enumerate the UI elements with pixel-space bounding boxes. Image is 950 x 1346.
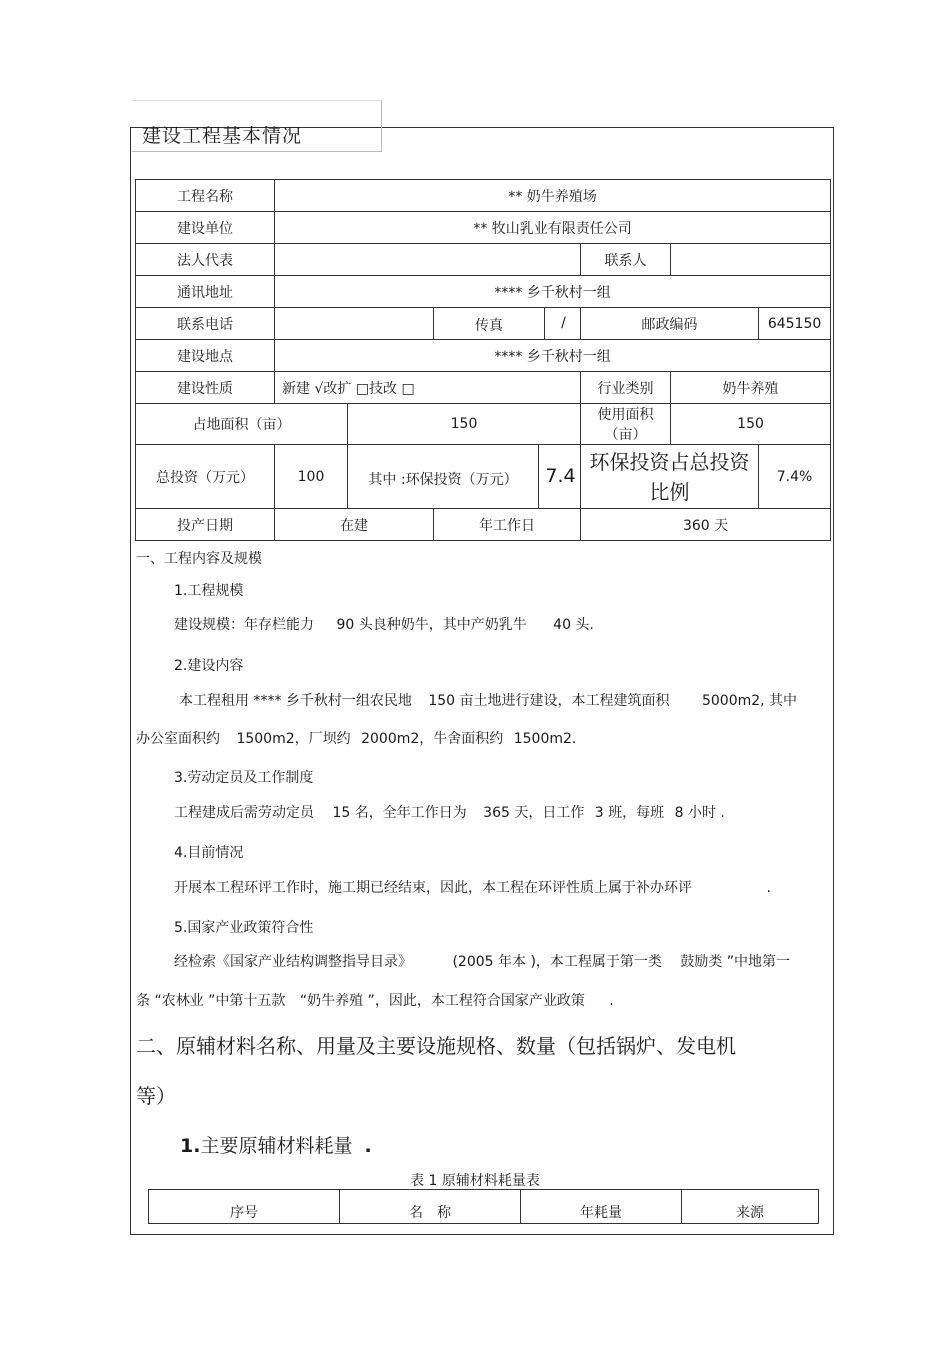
postcode-label: 邮政编码 bbox=[581, 308, 759, 340]
total-invest-label: 总投资（万元） bbox=[136, 445, 275, 509]
use-area-label: 使用面积（亩） bbox=[581, 404, 671, 445]
table-caption: 表 1 原辅材料耗量表 bbox=[410, 1173, 540, 1189]
legal-rep-value bbox=[275, 244, 581, 276]
industry-value: 奶牛养殖 bbox=[671, 372, 831, 404]
status-paragraph bbox=[174, 877, 771, 897]
nature-value: 新建 √改扩 □技改 □ bbox=[275, 372, 581, 404]
env-ratio-label bbox=[581, 445, 759, 509]
scale-paragraph bbox=[174, 614, 594, 634]
content-text-a: 本工程租用 **** 乡千秋村一组农民地 bbox=[179, 693, 412, 709]
start-date-value: 在建 bbox=[275, 509, 434, 541]
total-invest-value: 100 bbox=[275, 445, 348, 509]
policy-text-b: (2005 年本 )，本工程属于第一类 bbox=[452, 954, 662, 970]
land-area-label: 占地面积（亩） bbox=[136, 404, 348, 445]
scale-text-c: 40 头. bbox=[553, 617, 594, 633]
table-row bbox=[136, 445, 831, 509]
contact-label: 联系人 bbox=[581, 244, 671, 276]
table-row bbox=[136, 308, 831, 340]
table-row bbox=[136, 244, 831, 276]
content-text-f: 2000m2，牛舍面积约 bbox=[361, 731, 504, 747]
content-paragraph-line1 bbox=[179, 690, 797, 710]
table-row bbox=[136, 212, 831, 244]
scale-title: 1.工程规模 bbox=[174, 583, 244, 599]
page-title: 建设工程基本情况 bbox=[142, 125, 303, 147]
scale-text-b: 90 头良种奶牛，其中产奶乳牛 bbox=[336, 617, 527, 633]
content-text-g: 1500m2. bbox=[513, 731, 577, 747]
policy-text-c: 鼓励类 ”中地第一 bbox=[680, 954, 791, 970]
status-title: 4.目前情况 bbox=[174, 845, 244, 861]
labor-text-e: 8 小时 . bbox=[674, 805, 725, 821]
builder-label: 建设单位 bbox=[136, 212, 275, 244]
contact-value bbox=[671, 244, 831, 276]
materials-subheading-number: 1. bbox=[180, 1135, 201, 1157]
fax-label: 传真 bbox=[475, 318, 503, 334]
column-header-index: 序号 bbox=[149, 1190, 340, 1224]
materials-table bbox=[148, 1189, 819, 1224]
work-days-label: 年工作日 bbox=[434, 509, 581, 541]
column-header-source: 来源 bbox=[682, 1190, 819, 1224]
labor-text-b: 15 名，全年工作日为 bbox=[332, 805, 467, 821]
table-header-row bbox=[149, 1190, 819, 1224]
start-date-label: 投产日期 bbox=[136, 509, 275, 541]
labor-paragraph bbox=[174, 802, 725, 822]
table-row bbox=[136, 404, 831, 445]
policy-paragraph-line1 bbox=[174, 951, 790, 971]
materials-subheading-end: . bbox=[364, 1135, 372, 1157]
site-value: **** 乡千秋村一组 bbox=[275, 340, 831, 372]
industry-label: 行业类别 bbox=[581, 372, 671, 404]
policy-text-d: 条 “农林业 ”中第十五款 bbox=[136, 993, 286, 1009]
content-text-d: 办公室面积约 bbox=[136, 731, 220, 747]
work-days-value: 360 天 bbox=[581, 509, 831, 541]
column-header-annual-usage: 年耗量 bbox=[521, 1190, 682, 1224]
policy-text-e: “奶牛养殖 ”，因此，本工程符合国家产业政策 bbox=[299, 993, 585, 1009]
table-row bbox=[136, 340, 831, 372]
env-invest-cell bbox=[348, 445, 581, 509]
site-label: 建设地点 bbox=[136, 340, 275, 372]
fax-value: / bbox=[544, 308, 582, 339]
content-text-e: 1500m2，厂坝约 bbox=[236, 731, 351, 747]
content-text-b: 150 亩土地进行建设，本工程建筑面积 bbox=[428, 693, 670, 709]
section1-heading: 一、工程内容及规模 bbox=[136, 551, 262, 567]
section2-heading-line1: 二、原辅材料名称、用量及主要设施规格、数量（包括锅炉、发电机 bbox=[136, 1034, 736, 1058]
section2-heading-line2: 等） bbox=[136, 1084, 176, 1108]
phone-label: 联系电话 bbox=[136, 308, 275, 340]
builder-value: ** 牧山乳业有限责任公司 bbox=[275, 212, 831, 244]
table-row bbox=[136, 180, 831, 212]
labor-text-a: 工程建成后需劳动定员 bbox=[174, 805, 314, 821]
materials-subheading-text: 主要原辅材料耗量 bbox=[200, 1135, 353, 1157]
project-name-label: 工程名称 bbox=[136, 180, 275, 212]
env-invest-label: 其中 :环保投资（万元） bbox=[368, 472, 518, 488]
land-area-value: 150 bbox=[348, 404, 581, 445]
project-name-value: ** 奶牛养殖场 bbox=[275, 180, 831, 212]
status-text-b: . bbox=[766, 880, 771, 896]
policy-text-a: 经检索《国家产业结构调整指导目录》 bbox=[174, 954, 412, 970]
labor-text-c: 365 天，日工作 bbox=[483, 805, 585, 821]
address-label: 通讯地址 bbox=[136, 276, 275, 308]
policy-text-f: . bbox=[609, 993, 614, 1009]
legal-rep-label: 法人代表 bbox=[136, 244, 275, 276]
status-text-a: 开展本工程环评工作时，施工期已经结束，因此，本工程在环评性质上属于补办环评 bbox=[174, 880, 692, 896]
table-row bbox=[136, 276, 831, 308]
content-paragraph-line2 bbox=[136, 728, 576, 748]
table-row bbox=[136, 372, 831, 404]
table-row bbox=[136, 509, 831, 541]
scale-text-a: 建设规模：年存栏能力 bbox=[174, 617, 314, 633]
postcode-value: 645150 bbox=[759, 308, 831, 340]
labor-text-d: 3 班，每班 bbox=[594, 805, 665, 821]
project-info-table bbox=[135, 179, 831, 541]
nature-label: 建设性质 bbox=[136, 372, 275, 404]
fax-cell bbox=[434, 308, 581, 340]
content-text-c: 5000m2, 其中 bbox=[701, 693, 798, 709]
env-invest-value: 7.4 bbox=[538, 445, 582, 508]
column-header-name: 名 称 bbox=[340, 1190, 521, 1224]
env-ratio-value: 7.4% bbox=[759, 445, 831, 509]
policy-paragraph-line2 bbox=[136, 990, 614, 1010]
policy-title: 5.国家产业政策符合性 bbox=[174, 920, 314, 936]
labor-title: 3.劳动定员及工作制度 bbox=[174, 770, 314, 786]
materials-subheading bbox=[180, 1131, 372, 1158]
address-value: **** 乡千秋村一组 bbox=[275, 276, 831, 308]
use-area-value: 150 bbox=[671, 404, 831, 445]
env-ratio-label-text: 环保投资占总投资比例 bbox=[589, 449, 750, 504]
phone-value bbox=[275, 308, 434, 340]
content-title: 2.建设内容 bbox=[174, 658, 244, 674]
